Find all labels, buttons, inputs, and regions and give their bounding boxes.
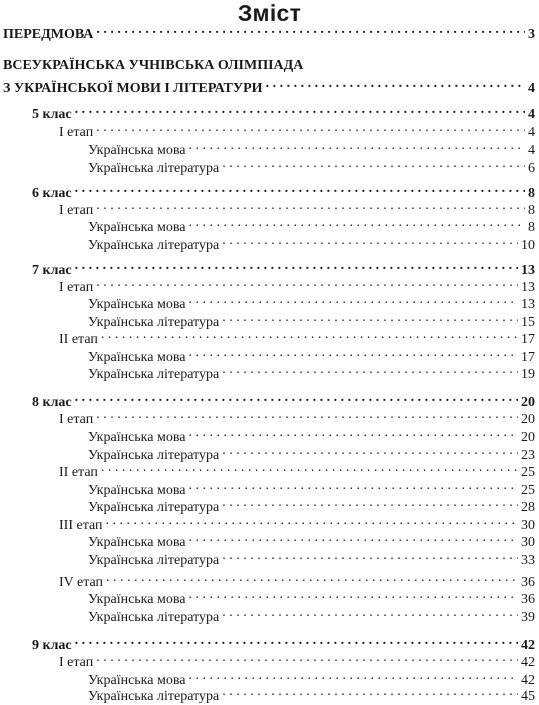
toc-entry-label: Українська література: [88, 500, 220, 515]
toc-entry-page: 17: [521, 350, 535, 365]
toc-entry-label: ПЕРЕДМОВА: [3, 27, 94, 42]
dot-leader: [188, 214, 525, 231]
dot-leader: [106, 569, 518, 586]
toc-entry-page: 13: [521, 297, 535, 312]
toc-entry-grade-6-stage-1[interactable]: [59, 197, 535, 218]
toc-entry-label: Українська мова: [88, 592, 186, 607]
toc-entry-label: Українська мова: [88, 297, 186, 312]
toc-entry-label: 9 клас: [32, 638, 72, 653]
toc-entry-page: 42: [521, 673, 535, 688]
toc-entry-label: Українська мова: [88, 673, 186, 688]
toc-entry-page: 13: [521, 280, 535, 295]
toc-entry-preface[interactable]: [3, 21, 535, 42]
dot-leader: [188, 667, 518, 684]
toc-entry-grade-9[interactable]: [32, 632, 535, 653]
toc-entry-label: Українська література: [88, 315, 220, 330]
toc-entry-grade-6-stage-1-language[interactable]: [88, 214, 535, 235]
dot-leader: [188, 291, 518, 308]
toc-entry-page: 36: [521, 575, 535, 590]
dot-leader: [96, 197, 525, 214]
toc-entry-label: Українська мова: [88, 350, 186, 365]
toc-entry-page: 3: [528, 27, 535, 42]
dot-leader: [222, 604, 518, 621]
toc-entry-label: 6 клас: [32, 186, 72, 201]
dot-leader: [188, 344, 518, 361]
toc-entry-grade-5-stage-1[interactable]: [59, 119, 535, 140]
toc-entry-label: Українська література: [88, 367, 220, 382]
toc-entry-page: 4: [528, 143, 535, 158]
dot-leader: [96, 119, 525, 136]
toc-entry-grade-8-stage-1[interactable]: [59, 406, 535, 427]
toc-entry-page: 39: [521, 610, 535, 625]
toc-entry-label: 5 клас: [32, 107, 72, 122]
toc-entry-label: 8 клас: [32, 395, 72, 410]
toc-entry-page: 30: [521, 535, 535, 550]
toc-entry-page: 20: [521, 412, 535, 427]
toc-entry-page: 8: [528, 203, 535, 218]
toc-entry-page: 15: [521, 315, 535, 330]
toc-entry-grade-7-stage-2-language[interactable]: [88, 344, 535, 365]
dot-leader: [96, 649, 518, 666]
dot-leader: [106, 512, 518, 529]
toc-entry-label: Українська література: [88, 238, 220, 253]
dot-leader: [188, 424, 518, 441]
toc-entry-grade-8-stage-3-language[interactable]: [88, 529, 535, 550]
dot-leader: [75, 632, 518, 649]
dot-leader: [266, 75, 525, 92]
toc-entry-label: ІІ етап: [59, 332, 98, 347]
toc-entry-grade-8-stage-4-language[interactable]: [88, 586, 535, 607]
toc-entry-label: Українська мова: [88, 143, 186, 158]
toc-entry-page: 8: [528, 220, 535, 235]
toc-entry-olympiad[interactable]: [3, 75, 535, 96]
toc-entry-grade-5-stage-1-language[interactable]: [88, 137, 535, 158]
toc-entry-grade-7-stage-1-language[interactable]: [88, 291, 535, 312]
toc-entry-page: 4: [528, 81, 535, 96]
dot-leader: [75, 101, 525, 118]
toc-entry-grade-6[interactable]: [32, 180, 535, 201]
dot-leader: [101, 326, 518, 343]
toc-entry-page: 17: [521, 332, 535, 347]
toc-entry-label: З УКРАЇНСЬКОЇ МОВИ І ЛІТЕРАТУРИ: [3, 81, 263, 96]
toc-entry-grade-8[interactable]: [32, 389, 535, 410]
toc-entry-grade-7-stage-2-literature[interactable]: [88, 361, 535, 382]
toc-entry-label: Українська мова: [88, 430, 186, 445]
toc-entry-grade-8-stage-1-literature[interactable]: [88, 442, 535, 463]
toc-entry-page: 42: [521, 655, 535, 670]
toc-entry-label: І етап: [59, 280, 94, 295]
dot-leader: [75, 257, 518, 274]
dot-leader: [188, 477, 518, 494]
dot-leader: [96, 406, 518, 423]
dot-leader: [222, 547, 518, 564]
toc-entry-page: 4: [528, 107, 535, 122]
toc-entry-grade-8-stage-3-literature[interactable]: [88, 547, 535, 568]
toc-entry-grade-5-stage-1-literature[interactable]: [88, 155, 535, 176]
toc-heading-olympiad: ВСЕУКРАЇНСЬКА УЧНІВСЬКА ОЛІМПІАДА: [3, 58, 304, 73]
toc-entry-page: 4: [528, 125, 535, 140]
toc-entry-grade-8-stage-2-language[interactable]: [88, 477, 535, 498]
toc-entry-page: 33: [521, 553, 535, 568]
dot-leader: [222, 442, 518, 459]
toc-entry-page: 25: [521, 483, 535, 498]
toc-entry-grade-9-stage-1-literature[interactable]: [88, 683, 535, 704]
toc-entry-label: 7 клас: [32, 263, 72, 278]
toc-entry-label: Українська мова: [88, 483, 186, 498]
toc-entry-page: 19: [521, 367, 535, 382]
toc-entry-grade-7-stage-2[interactable]: [59, 326, 535, 347]
toc-entry-page: 45: [521, 689, 535, 704]
toc-entry-page: 36: [521, 592, 535, 607]
dot-leader: [188, 529, 518, 546]
toc-entry-page: 28: [521, 500, 535, 515]
toc-entry-grade-9-stage-1-language[interactable]: [88, 667, 535, 688]
toc-entry-grade-8-stage-3[interactable]: [59, 512, 535, 533]
toc-entry-label: Українська мова: [88, 535, 186, 550]
toc-entry-label: Українська література: [88, 610, 220, 625]
dot-leader: [222, 494, 518, 511]
dot-leader: [222, 155, 525, 172]
dot-leader: [188, 137, 525, 154]
toc-entry-label: ІІ етап: [59, 465, 98, 480]
toc-entry-page: 8: [528, 186, 535, 201]
dot-leader: [188, 586, 518, 603]
toc-entry-label: Українська література: [88, 689, 220, 704]
toc-entry-grade-8-stage-4-literature[interactable]: [88, 604, 535, 625]
toc-entry-page: 23: [521, 448, 535, 463]
page-title: Зміст: [237, 0, 302, 26]
toc-entry-label: Українська мова: [88, 220, 186, 235]
toc-entry-page: 10: [521, 238, 535, 253]
toc-entry-grade-6-stage-1-literature[interactable]: [88, 232, 535, 253]
dot-leader: [96, 21, 525, 38]
toc-entry-label: І етап: [59, 412, 94, 427]
toc-entry-page: 30: [521, 518, 535, 533]
toc-entry-page: 25: [521, 465, 535, 480]
toc-entry-grade-8-stage-2-literature[interactable]: [88, 494, 535, 515]
dot-leader: [96, 274, 518, 291]
toc-entry-grade-7-stage-1-literature[interactable]: [88, 309, 535, 330]
toc-entry-label: І етап: [59, 125, 94, 140]
toc-entry-label: Українська література: [88, 448, 220, 463]
dot-leader: [75, 389, 518, 406]
toc-entry-page: 6: [528, 161, 535, 176]
toc-entry-grade-9-stage-1[interactable]: [59, 649, 535, 670]
toc-entry-label: Українська література: [88, 161, 220, 176]
dot-leader: [222, 683, 518, 700]
dot-leader: [222, 361, 518, 378]
toc-entry-page: 13: [521, 263, 535, 278]
toc-entry-label: ІІІ етап: [59, 518, 103, 533]
toc-entry-grade-8-stage-4[interactable]: [59, 569, 535, 590]
dot-leader: [222, 232, 518, 249]
toc-entry-grade-8-stage-1-language[interactable]: [88, 424, 535, 445]
toc-entry-label: ІV етап: [59, 575, 104, 590]
dot-leader: [222, 309, 518, 326]
dot-leader: [101, 459, 518, 476]
toc-entry-grade-7[interactable]: [32, 257, 535, 278]
toc-entry-grade-7-stage-1[interactable]: [59, 274, 535, 295]
toc-entry-page: 20: [521, 430, 535, 445]
toc-entry-grade-8-stage-2[interactable]: [59, 459, 535, 480]
toc-entry-label: І етап: [59, 655, 94, 670]
toc-entry-label: Українська література: [88, 553, 220, 568]
dot-leader: [75, 180, 525, 197]
toc-entry-label: І етап: [59, 203, 94, 218]
toc-entry-page: 20: [521, 395, 535, 410]
toc-entry-page: 42: [521, 638, 535, 653]
toc-entry-grade-5[interactable]: [32, 101, 535, 122]
